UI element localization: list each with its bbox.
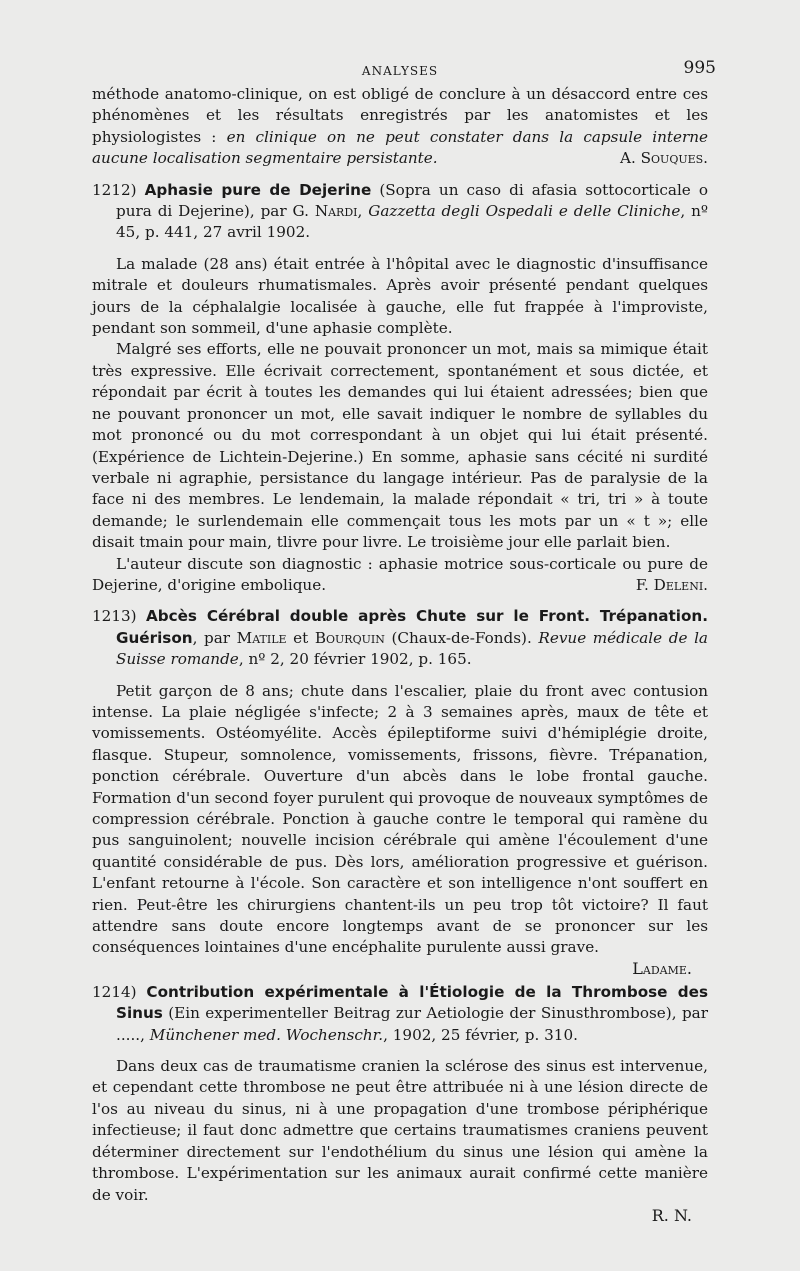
page-number: 995: [683, 58, 716, 78]
entry-number: 1212): [92, 180, 137, 199]
signature-rn: R. N.: [651, 1205, 692, 1225]
entry-reference: , 1902, 25 février, p. 310.: [383, 1025, 578, 1044]
entry-title: Aphasie pure de Dejerine: [144, 180, 372, 199]
entry-1213-paragraph: Petit garçon de 8 ans; chute dans l'escalier, plaie du front avec contusion intense. La plaie négligée s'infecte; 2 à 3 semaines après, maux de tête et vomissements. Ostéomyélite. Accès épileptiforme suivi d'hémiplégie droite, flasque. Stupeur, somnolence, vomissements, frissons, fièvre. Trépanation, ponction cérébrale. Ouverture d'un abcès dans le lobe frontal gauche. Formation d'un second foyer purulent qui provoque de nouveaux symptômes de compression cérébrale. Ponction à gauche contre le temporal qui ramène du pus sanguinolent; nouvelle incision cérébrale qui amène l'écoulement d'une quantité considérable de pus. Dès lors, amélioration progressive et guérison. L'enfant retourne à l'école. Son caractère et son intelligence n'ont souffert en rien. Peut-être les chirurgiens chantent-ils un peu trop tôt victoire? Il faut attendre sans doute encore longtemps avant de se prononcer sur les conséquences lointaines d'une encéphalite purulente aussi grave.: [92, 681, 708, 957]
entry-reference: , nº 2, 20 février 1902, p. 165.: [238, 650, 472, 669]
entry-journal: Gazzetta degli Ospedali e delle Cliniche: [368, 202, 681, 221]
entry-details: (Sopra un caso di afasia sottocorticale o pura di Dejerine), par G.: [116, 180, 708, 221]
intro-text: méthode anatomo-clinique, on est obligé de conclure à un désaccord entre ces phénomènes et les résultats enregistrés par les anatomistes et les physiologistes :: [92, 85, 708, 146]
entry-1214-paragraph: Dans deux cas de traumatisme cranien la sclérose des sinus est intervenue, et cependant cette thrombose ne peut être attribuée ni à une lésion directe de l'os au niveau du sinus, ni à une propagation d'une trombose périphérique infectieuse; il faut donc admettre que certains traumatismes craniens peuvent déterminer directement sur l'endothélium du sinus une lésion qui amène la thrombose. L'expérimentation sur les animaux aurait confirmé cette manière de voir.: [92, 1057, 708, 1204]
entry-reference: , nº 45, p. 441, 27 avril 1902.: [116, 202, 708, 242]
signature-ladame: Ladame.: [632, 958, 692, 978]
entry-1212-paragraph: Malgré ses efforts, elle ne pouvait prononcer un mot, mais sa mimique était très expressive. Elle écrivait correctement, spontanément et sous dictée, et répondait par écrit à toutes les demandes qui lui étaient adressées; bien que ne pouvant prononcer un mot, elle savait indiquer le nombre de syllables du mot prononcé ou du mot correspondant à un objet qui lui était présenté. (Expérience de Lichtein-Dejerine.) En somme, aphasie sans cécité ni surdité verbale ni agraphie, persistance du langage intérieur. Pas de paralysie de la face ni des membres. Le lendemain, la malade répondait « tri, tri » à toute demande; le surlendemain elle commençait tous les mots par un « t »; elle disait tmain pour main, tlivre pour livre. Le troisième jour elle parlait bien.: [92, 340, 708, 552]
intro-italic: en clinique on ne peut constater dans la capsule interne aucune localisation segmentaire persistante.: [92, 127, 708, 168]
entry-number: 1214): [92, 982, 137, 1001]
running-head: [92, 58, 716, 84]
entry-journal: Münchener med. Wochenschr.: [149, 1025, 384, 1044]
entry-details: (Ein experimenteller Beitrag zur Aetiologie der Sinusthrombose), par .....,: [116, 1004, 708, 1044]
entry-author: Nardi: [314, 202, 358, 221]
running-title: ANALYSES: [361, 64, 439, 78]
entry-title: Abcès Cérébral double après Chute sur le Front. Trépanation. Guérison: [116, 607, 708, 647]
entry-1214-heading: [92, 982, 708, 1046]
entry-1213-heading: [92, 606, 708, 670]
intro-paragraph: [92, 84, 708, 170]
entry-journal: Revue médicale de la Suisse romande: [116, 628, 708, 669]
entry-conjunction: et: [286, 628, 315, 647]
entry-title: Contribution expérimentale à l'Étiologie de la Thrombose des Sinus: [116, 982, 708, 1023]
entry-details: , par: [192, 628, 237, 647]
entry-1212-paragraph: [92, 554, 708, 597]
entry-author: Bourquin: [314, 628, 385, 647]
entry-1212-paragraph: La malade (28 ans) était entrée à l'hôpital avec le diagnostic d'insuffisance mitrale et douleurs rhumatismales. Après avoir présenté pendant quelques jours de la céphalalgie localisée à gauche, elle fut frappée à l'improviste, pendant son sommeil, d'une aphasie complète.: [92, 254, 708, 338]
signature-souques: A. Souques.: [620, 149, 708, 168]
entry-author: Matile: [236, 628, 287, 647]
entry-1212-heading: 1212) Aphasie pure de Dejerine (Sopra un caso di afasia sottocorticale o pura di Dejerine), par G. Nardi, Gazzetta degli Ospedali e delle Cliniche, nº 45, p. 441, 27 avril 1902.: [92, 180, 708, 242]
entry-place: (Chaux-de-Fonds).: [384, 628, 539, 647]
entry-number: 1213): [92, 607, 137, 626]
entry-paragraph-text: L'auteur discute son diagnostic : aphasie motrice sous-corticale ou pure de Dejerine, d'origine embolique.: [92, 554, 708, 594]
signature-deleni: F. Deleni.: [635, 575, 708, 594]
